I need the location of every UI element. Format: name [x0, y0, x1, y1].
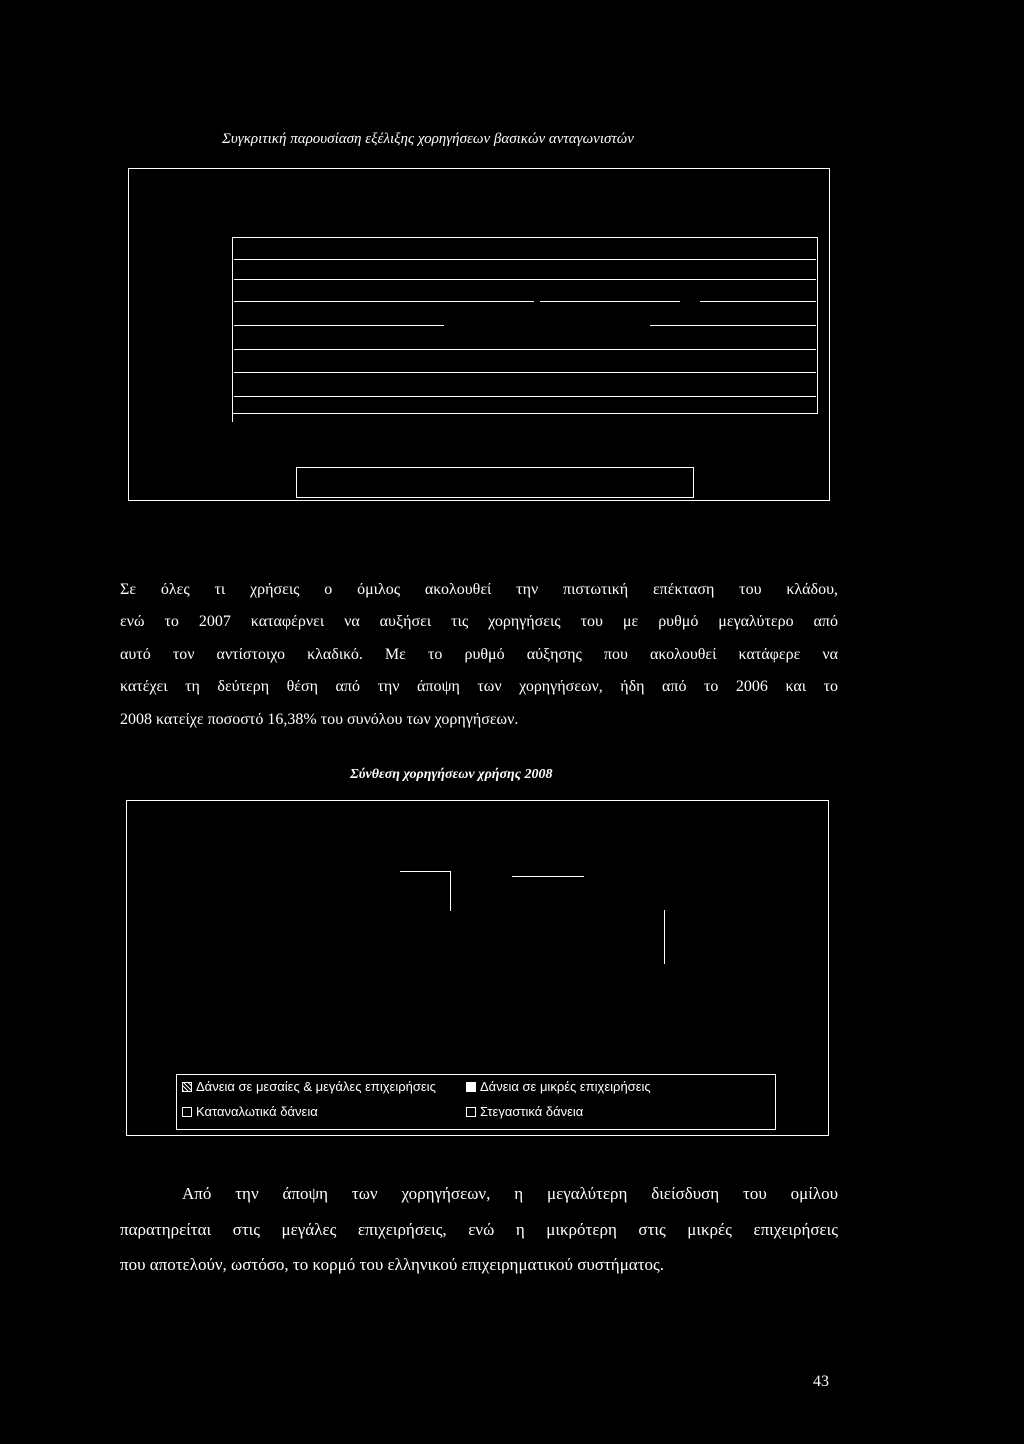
legend-swatch — [182, 1107, 192, 1117]
chart1-gridline — [650, 325, 816, 326]
chart1-gridline — [234, 396, 816, 397]
chart1-gridline — [234, 349, 816, 350]
legend-swatch — [466, 1107, 476, 1117]
chart1-gridline — [700, 301, 816, 302]
page-number: 43 — [813, 1373, 829, 1390]
chart1-gridline — [234, 325, 444, 326]
paragraph-2-line: Από την άποψη των χορηγήσεων, η μεγαλύτερη διείσδυση του ομίλου — [182, 1184, 838, 1203]
chart1-gridline — [234, 301, 534, 302]
legend-label: Στεγαστικά δάνεια — [480, 1104, 584, 1119]
chart1-gridline — [540, 301, 680, 302]
legend-label: Καταναλωτικά δάνεια — [196, 1104, 318, 1119]
legend-item-medium-large-business — [182, 1079, 436, 1094]
legend-item-small-business — [466, 1079, 651, 1094]
paragraph-1-line: 2008 κατείχε ποσοστό 16,38% του συνόλου των χορηγήσεων. — [120, 710, 519, 728]
paragraph-1-line: ενώ το 2007 καταφέρνει να αυξήσει τις χορηγήσεις του με ρυθμό μεγαλύτερο από — [120, 613, 838, 631]
chart2-pie-edge — [450, 871, 451, 911]
chart1-legend-box — [296, 467, 694, 498]
paragraph-2-line: παρατηρείται στις μεγάλες επιχειρήσεις, ενώ η μικρότερη στις μικρές επιχειρήσεις — [120, 1219, 838, 1239]
chart1-title: Συγκριτική παρουσίαση εξέλιξης χορηγήσεων βασικών ανταγωνιστών — [222, 131, 634, 147]
chart2-pie-edge — [664, 910, 665, 964]
chart2-pie-edge — [512, 876, 584, 877]
legend-item-mortgage-loans — [466, 1104, 583, 1119]
chart1-axis — [232, 414, 233, 422]
chart1-gridline — [234, 259, 816, 260]
chart1-gridline — [234, 279, 816, 280]
paragraph-2 — [120, 1176, 838, 1283]
legend-label: Δάνεια σε μικρές επιχειρήσεις — [480, 1079, 651, 1094]
legend-label: Δάνεια σε μεσαίες & μεγάλες επιχειρήσεις — [196, 1079, 436, 1094]
legend-swatch — [466, 1082, 476, 1092]
paragraph-1 — [120, 574, 838, 736]
paragraph-1-line: Σε όλες τι χρήσεις ο όμιλος ακολουθεί την πιστωτική επέκταση του κλάδου, — [120, 581, 838, 598]
chart2-title: Σύνθεση χορηγήσεων χρήσης 2008 — [350, 767, 553, 782]
paragraph-1-line: αυτό τον αντίστοιχο κλαδικό. Με το ρυθμό αύξησης που ακολουθεί κατάφερε να — [120, 645, 838, 663]
chart1-gridline — [234, 372, 816, 373]
paragraph-2-line: που αποτελούν, ωστόσο, το κορμό του ελληνικού επιχειρηματικού συστήματος. — [120, 1255, 665, 1274]
chart2-pie-edge — [400, 871, 450, 872]
legend-swatch — [182, 1082, 192, 1092]
legend-item-consumer-loans — [182, 1104, 318, 1119]
paragraph-1-line: κατέχει τη δεύτερη θέση από την άποψη των χορηγήσεων, ήδη από το 2006 και το — [120, 678, 838, 696]
